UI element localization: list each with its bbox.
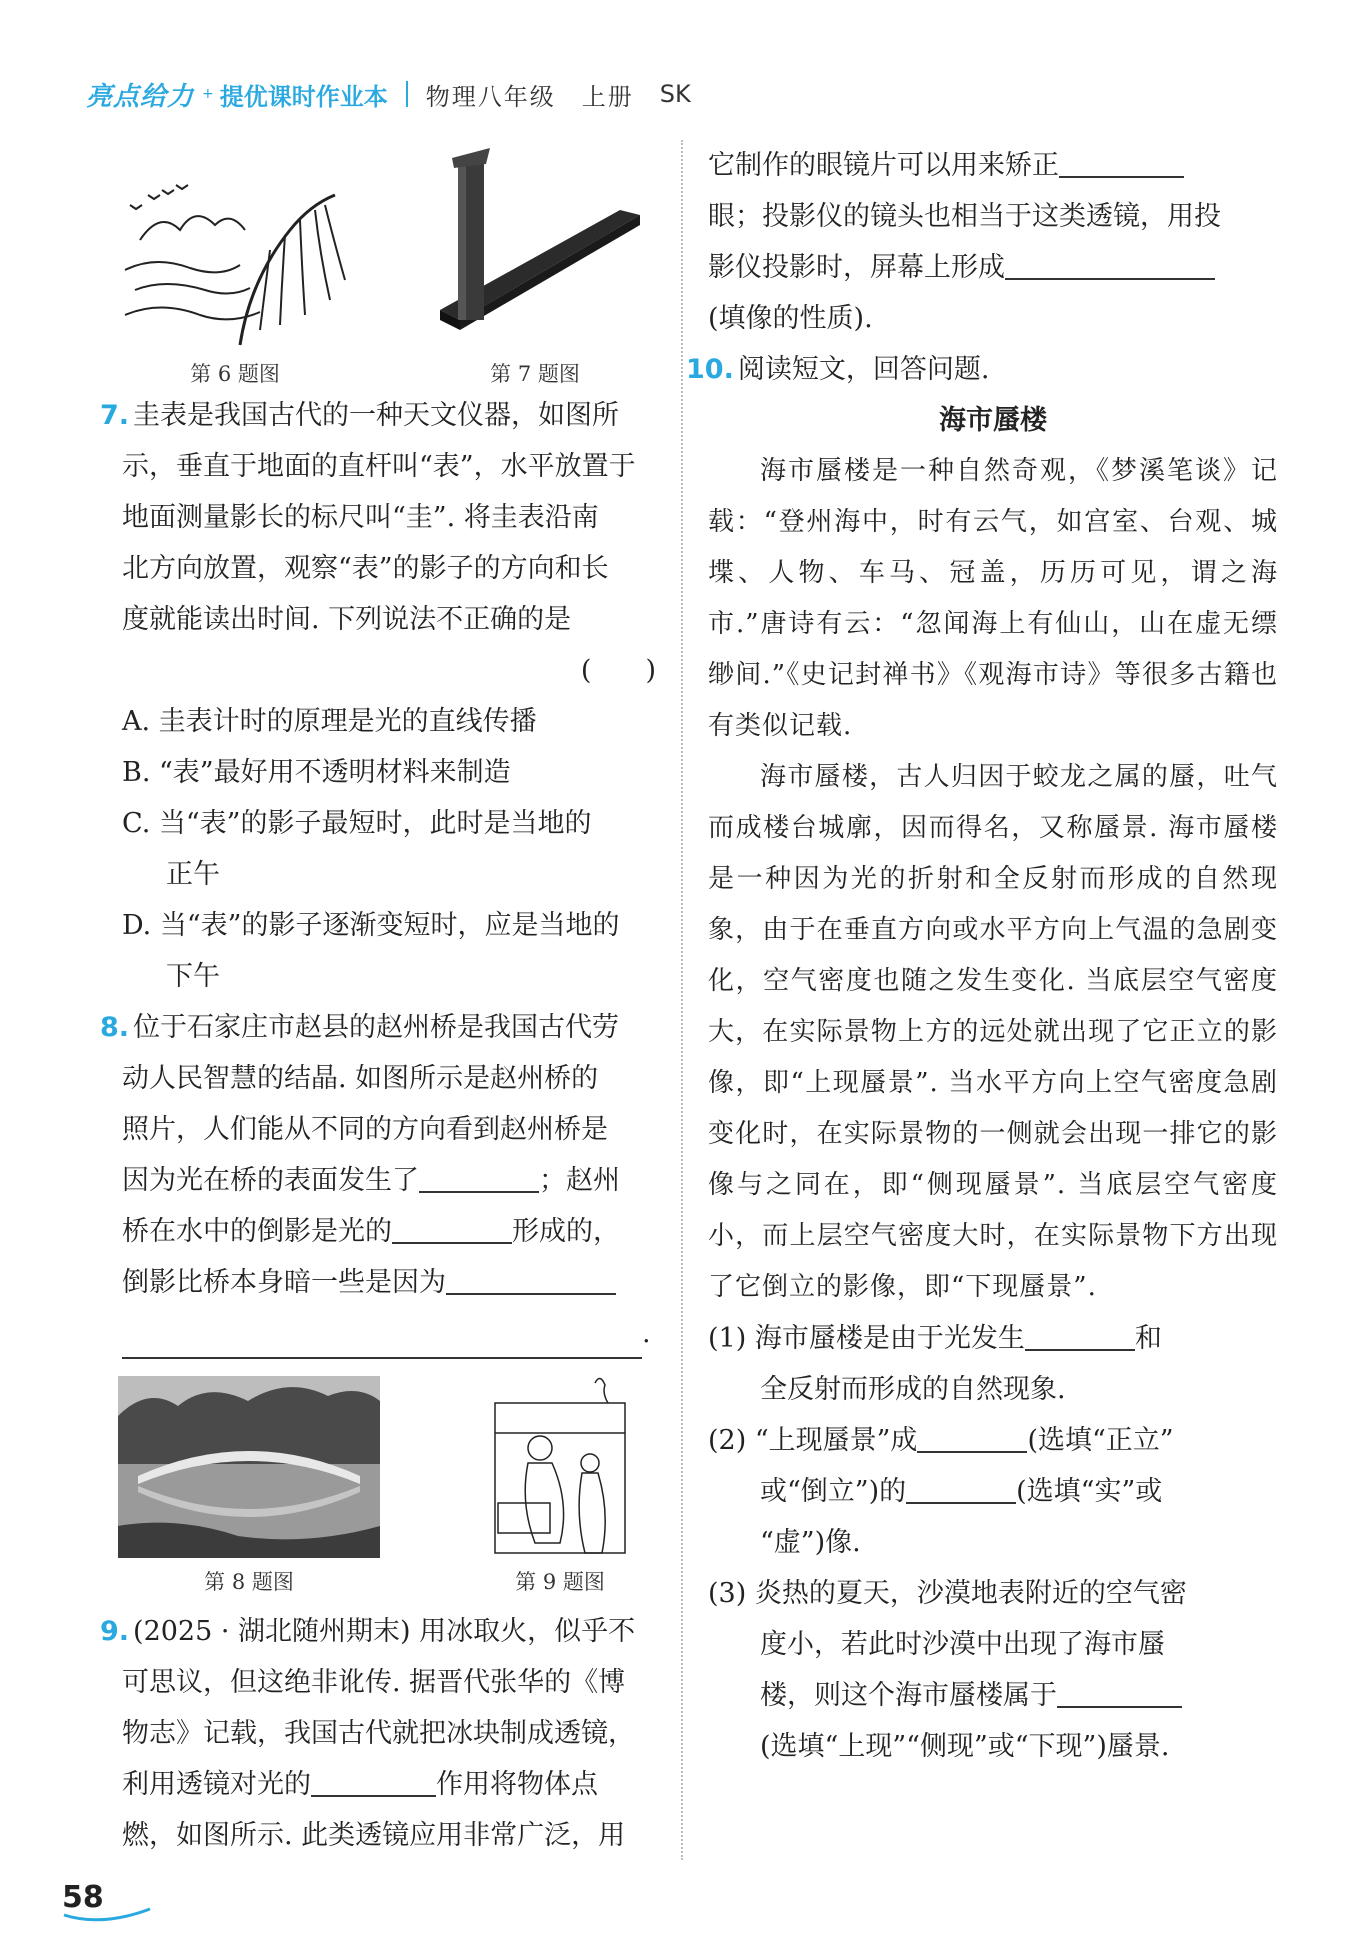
header-divider bbox=[406, 81, 408, 107]
sub-q3-text-c: 楼，则这个海市蜃楼属于 bbox=[760, 1680, 1057, 1711]
article-paragraph-2: 海市蜃楼，古人归因于蛟龙之属的蜃，吐气而成楼台城廓，因而得名，又称蜃景. 海市蜃楼是一种因为光的折射和全反射而形成的自然现象，由于在垂直方向或水平方向上气温的急剧变化，空气密度也随之发生变化. 当底层空气密度大，在实际景物上方的远处就出现了它正立的影像，即“上现蜃景”. 当水平方向上空气密度急剧变化时，在实际景物的一侧就会出现一排它的影像与之同在，即“侧现蜃景”. 当底层空气密度小，而上层空气密度大时，在实际景物下方出现了它倒立的影像，即“下现蜃景”. bbox=[708, 762, 1278, 1302]
figure-7 bbox=[420, 140, 650, 388]
left-column bbox=[100, 140, 660, 1861]
page-number: 58 bbox=[62, 1880, 104, 1915]
answer-blank-refraction[interactable] bbox=[1025, 1319, 1135, 1351]
sub-q2-text-e: “虚”)像. bbox=[760, 1527, 861, 1558]
figure-7-caption: 第 7 题图 bbox=[490, 362, 580, 386]
q9-text-right2: 眼；投影仪的镜头也相当于这类透镜，用投 bbox=[708, 201, 1221, 232]
landscape-sketch-image bbox=[120, 150, 350, 350]
q7-text-line2: 示，垂直于地面的直杆叫“表”，水平放置于 bbox=[122, 451, 636, 482]
sub-q2-text-c: 或“倒立”)的 bbox=[760, 1476, 907, 1507]
option-c-continued: 正午 bbox=[166, 859, 220, 890]
brand-logo: 亮点给力 bbox=[86, 81, 195, 112]
q9-text-line2: 可思议，但这绝非讹传. 据晋代张华的《博 bbox=[122, 1667, 626, 1698]
q9-text-right1: 它制作的眼镜片可以用来矫正 bbox=[708, 150, 1059, 181]
article-paragraph-1: 海市蜃楼是一种自然奇观，《梦溪笔谈》记载：“登州海中，时有云气，如宫室、台观、城堞、人物、车马、冠盖，历历可见，谓之海市.”唐诗有云：“忽闻海上有仙山，山在虚无缥缈间.”《史记封禅书》《观海市诗》等很多古籍也有类似记载. bbox=[708, 456, 1278, 741]
sub-q3-text-a: (3) 炎热的夏天，沙漠地表附近的空气密 bbox=[708, 1578, 1187, 1609]
answer-blank-lens-effect[interactable] bbox=[311, 1765, 436, 1797]
question-9 bbox=[100, 1606, 660, 1861]
sub-q1-text-c: 全反射而形成的自然现象. bbox=[760, 1374, 1066, 1405]
guibiao-sundial-image bbox=[420, 140, 650, 350]
q9-text-right4: (填像的性质). bbox=[708, 303, 873, 334]
sub-q1-text-b: 和 bbox=[1134, 1323, 1162, 1354]
option-c[interactable]: C. 当“表”的影子最短时，此时是当地的 bbox=[122, 808, 592, 839]
q7-text-line3: 地面测量影长的标尺叫“圭”. 将圭表沿南 bbox=[122, 502, 599, 533]
ice-lens-fire-illustration bbox=[490, 1373, 630, 1558]
zhaozhou-bridge-photo bbox=[118, 1376, 380, 1558]
option-b[interactable]: B. “表”最好用不透明材料来制造 bbox=[122, 757, 511, 788]
edition-label: SK bbox=[659, 80, 691, 108]
sub-q2-text-b: (选填“正立” bbox=[1027, 1425, 1174, 1456]
page-swoosh-icon bbox=[62, 1905, 152, 1925]
answer-blank-upright[interactable] bbox=[917, 1421, 1027, 1453]
figure-6-caption: 第 6 题图 bbox=[190, 362, 280, 386]
q8-text-line1: 位于石家庄市赵县的赵州桥是我国古代劳 bbox=[133, 1012, 620, 1043]
answer-blank-light[interactable] bbox=[392, 1212, 512, 1244]
q9-text-line3: 物志》记载，我国古代就把冰块制成透镜， bbox=[122, 1718, 635, 1749]
q8-text-line5b: 形成的， bbox=[512, 1216, 620, 1247]
answer-blank-mirage-type[interactable] bbox=[1057, 1676, 1182, 1708]
figure-9-caption: 第 9 题图 bbox=[515, 1570, 605, 1594]
q9-text-line1: (2025 · 湖北随州期末) 用冰取火，似乎不 bbox=[133, 1616, 636, 1647]
q7-text-line1: 圭表是我国古代的一种天文仪器，如图所 bbox=[133, 400, 620, 431]
q8-text-line4b: ；赵州 bbox=[539, 1165, 620, 1196]
q7-text-line5: 度就能读出时间. 下列说法不正确的是 bbox=[122, 604, 572, 635]
figure-8 bbox=[118, 1376, 380, 1596]
q8-end-period: . bbox=[642, 1318, 651, 1349]
question-7-number: 7. bbox=[100, 400, 130, 431]
sub-q1-text-a: (1) 海市蜃楼是由于光发生 bbox=[708, 1323, 1025, 1354]
subject-label: 物理八年级 bbox=[425, 82, 556, 111]
q10-intro: 阅读短文，回答问题. bbox=[737, 354, 990, 385]
q8-text-line6: 倒影比桥本身暗一些是因为 bbox=[122, 1267, 446, 1298]
figure-9 bbox=[490, 1373, 630, 1596]
option-d-continued: 下午 bbox=[166, 961, 220, 992]
answer-blank-real-virtual[interactable] bbox=[906, 1472, 1016, 1504]
question-8-number: 8. bbox=[100, 1012, 130, 1043]
option-a[interactable]: A. 圭表计时的原理是光的直线传播 bbox=[122, 706, 537, 737]
sub-q2-text-a: (2) “上现蜃景”成 bbox=[708, 1425, 918, 1456]
star-icon: + bbox=[202, 86, 214, 102]
figure-row-8-9 bbox=[100, 1359, 660, 1596]
q9-text-line5: 燃，如图所示. 此类透镜应用非常广泛，用 bbox=[122, 1820, 626, 1851]
column-divider bbox=[681, 140, 683, 1860]
answer-blank-image-nature[interactable] bbox=[1005, 248, 1215, 280]
q9-text-line4b: 作用将物体点 bbox=[436, 1769, 598, 1800]
figure-8-caption: 第 8 题图 bbox=[204, 1570, 294, 1594]
series-name: 提优课时作业本 bbox=[219, 82, 388, 111]
q7-text-line4: 北方向放置，观察“表”的影子的方向和长 bbox=[122, 553, 609, 584]
answer-blank-reason[interactable] bbox=[446, 1263, 616, 1295]
right-column bbox=[686, 140, 1278, 1772]
q8-text-line5a: 桥在水中的倒影是光的 bbox=[122, 1216, 392, 1247]
sub-q3-text-b: 度小，若此时沙漠中出现了海市蜃 bbox=[760, 1629, 1165, 1660]
answer-blank-eye-correction[interactable] bbox=[1059, 146, 1184, 178]
question-9-number: 9. bbox=[100, 1616, 130, 1647]
answer-blank-reason-cont[interactable] bbox=[122, 1327, 642, 1359]
q9-text-right3: 影仪投影时，屏幕上形成 bbox=[708, 252, 1005, 283]
sub-q3-text-d: (选填“上现”“侧现”或“下现”)蜃景. bbox=[760, 1731, 1170, 1762]
figure-row-6-7 bbox=[100, 140, 660, 388]
sub-q2-text-d: (选填“实”或 bbox=[1016, 1476, 1163, 1507]
question-10-number: 10. bbox=[686, 354, 734, 385]
answer-blank-reflection[interactable] bbox=[419, 1161, 539, 1193]
q8-text-line2: 动人民智慧的结晶. 如图所示是赵州桥的 bbox=[122, 1063, 599, 1094]
q8-text-line3: 照片，人们能从不同的方向看到赵州桥是 bbox=[122, 1114, 608, 1145]
q9-text-line4a: 利用透镜对光的 bbox=[122, 1769, 311, 1800]
question-8 bbox=[100, 1002, 660, 1359]
answer-parentheses[interactable]: ( ) bbox=[580, 655, 656, 686]
page-header bbox=[86, 74, 1286, 114]
q8-text-line4a: 因为光在桥的表面发生了 bbox=[122, 1165, 419, 1196]
question-10 bbox=[686, 344, 1278, 1772]
volume-label: 上册 bbox=[581, 82, 634, 111]
question-7 bbox=[100, 390, 660, 1002]
figure-6 bbox=[120, 150, 350, 388]
article-title: 海市蜃楼 bbox=[939, 405, 1047, 436]
option-d[interactable]: D. 当“表”的影子逐渐变短时，应是当地的 bbox=[122, 910, 620, 941]
